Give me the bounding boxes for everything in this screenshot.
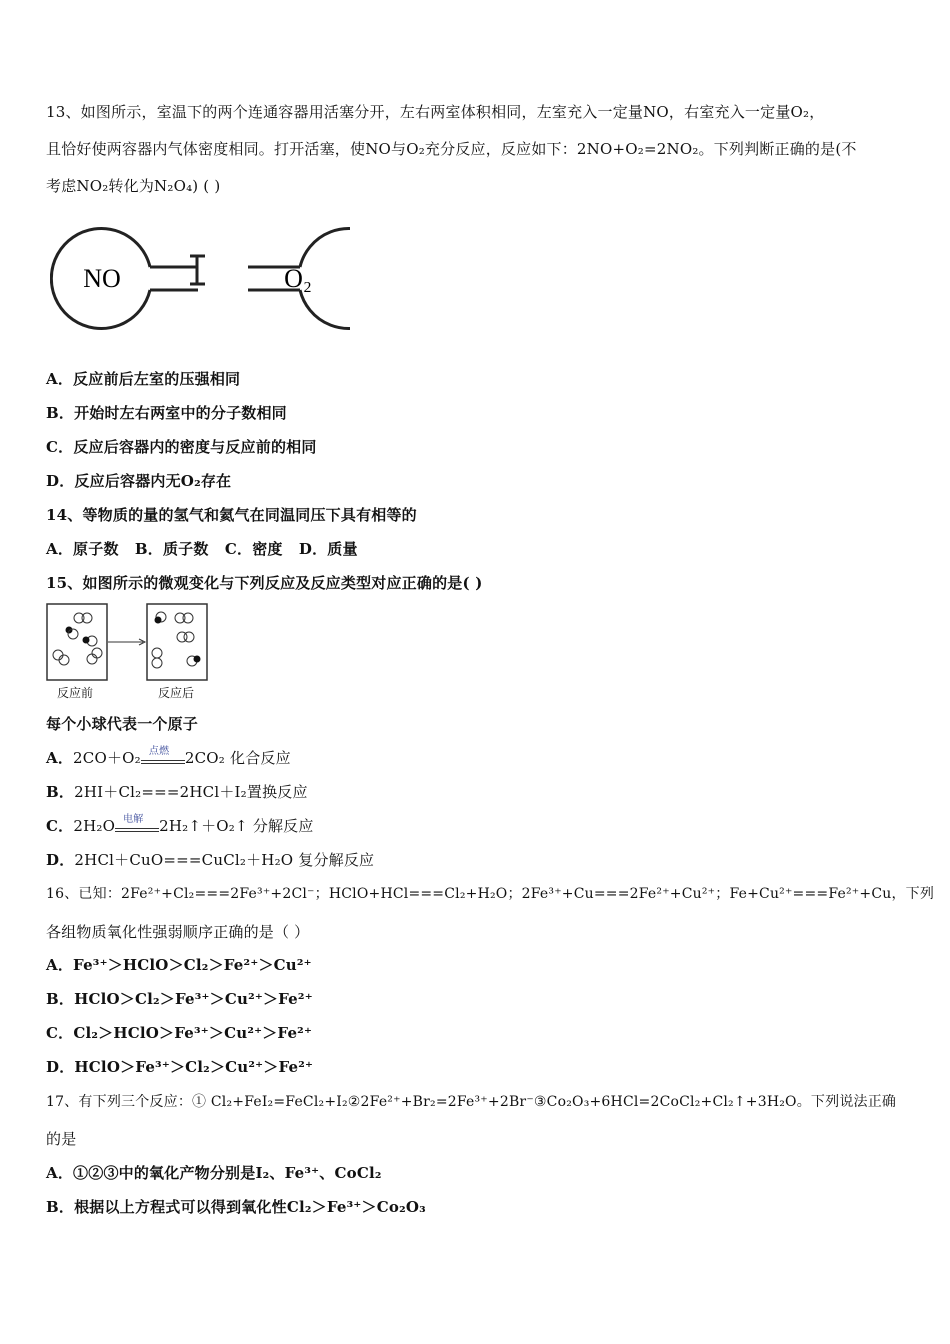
q15-option-a [46,748,291,768]
q14-options: A．原子数 B．质子数 C．密度 D．质量 [46,540,358,558]
after-reaction-label: 反应后 [158,686,195,700]
q13-stem-line-2: 且恰好使两容器内气体密度相同。打开活塞，使NO与O₂充分反应，反应如下：2NO+O₂=2NO₂。下列判断正确的是(不 [46,140,857,158]
q13-stem-line-1: 13、如图所示，室温下的两个连通容器用活塞分开，左右两室体积相同，左室充入一定量NO，右室充入一定量O₂， [46,103,825,121]
q15-option-d [46,850,374,870]
left-chamber-label: NO [83,264,121,293]
equation: 2CO＋O₂ [73,749,141,767]
q17-option-b: B．根据以上方程式可以得到氧化性Cl₂＞Fe³⁺＞Co₂O₃ [46,1198,426,1216]
q15-option-c [46,816,314,836]
q13-option-a: A．反应前后左室的压强相同 [46,370,241,388]
q13-option-b: B．开始时左右两室中的分子数相同 [46,404,287,422]
micro-reaction-diagram [46,603,211,683]
q16-stem-line-1: 16、已知：2Fe²⁺+Cl₂===2Fe³⁺+2Cl⁻；HClO+HCl===Cl₂+H₂O；2Fe³⁺+Cu===2Fe²⁺+Cu²⁺；Fe+Cu²⁺===Fe²⁺+Cu，下列 [46,886,935,902]
q13-option-c: C．反应后容器内的密度与反应前的相同 [46,438,317,456]
q16-option-b: B．HClO＞Cl₂＞Fe³⁺＞Cu²⁺＞Fe²⁺ [46,990,313,1008]
option-prefix: C． [46,817,74,835]
connected-containers-diagram [50,222,350,334]
equation: 2H₂O [73,817,116,835]
q17-option-a: A．①②③中的氧化产物分别是I₂、Fe³⁺、CoCl₂ [46,1164,382,1182]
equation-rest: 2CO₂ 化合反应 [184,749,291,767]
q16-stem-line-2: 各组物质氧化性强弱顺序正确的是（ ） [46,923,310,941]
reaction-condition-sign [141,748,185,768]
q15-stem: 15、如图所示的微观变化与下列反应及反应类型对应正确的是( ) [46,574,483,592]
before-reaction-label: 反应前 [57,686,94,700]
option-prefix: D． [46,851,75,869]
q13-option-d: D．反应后容器内无O₂存在 [46,472,232,490]
q13-stem-line-3: 考虑NO₂转化为N₂O₄) ( ) [46,177,221,195]
q16-option-a: A．Fe³⁺＞HClO＞Cl₂＞Fe²⁺＞Cu²⁺ [46,956,312,974]
q17-stem-line-1: 17、有下列三个反应：① Cl₂+FeI₂=FeCl₂+I₂②2Fe²⁺+Br₂=2Fe³⁺+2Br⁻③Co₂O₃+6HCl=2CoCl₂+Cl₂↑+3H₂O。下列说法正确 [46,1094,897,1110]
equation-rest: 2H₂↑＋O₂↑ 分解反应 [159,817,314,835]
right-chamber-label: O₂ [284,264,312,293]
equation: 2HI＋Cl₂===2HCl＋I₂置换反应 [74,783,308,801]
q15-note: 每个小球代表一个原子 [46,715,199,733]
q16-option-c: C．Cl₂＞HClO＞Fe³⁺＞Cu²⁺＞Fe²⁺ [46,1024,313,1042]
condition-label: 点燃 [148,746,170,757]
q16-option-d: D．HClO＞Fe³⁺＞Cl₂＞Cu²⁺＞Fe²⁺ [46,1058,314,1076]
q17-stem-line-2: 的是 [46,1130,77,1148]
q14-stem: 14、等物质的量的氢气和氦气在同温同压下具有相等的 [46,506,417,524]
option-prefix: B． [46,783,75,801]
equation: 2HCl＋CuO===CuCl₂＋H₂O 复分解反应 [74,851,375,869]
reaction-condition-sign [115,816,159,836]
q15-option-b [46,782,308,802]
condition-label: 电解 [123,814,144,825]
option-prefix: A． [46,749,74,767]
